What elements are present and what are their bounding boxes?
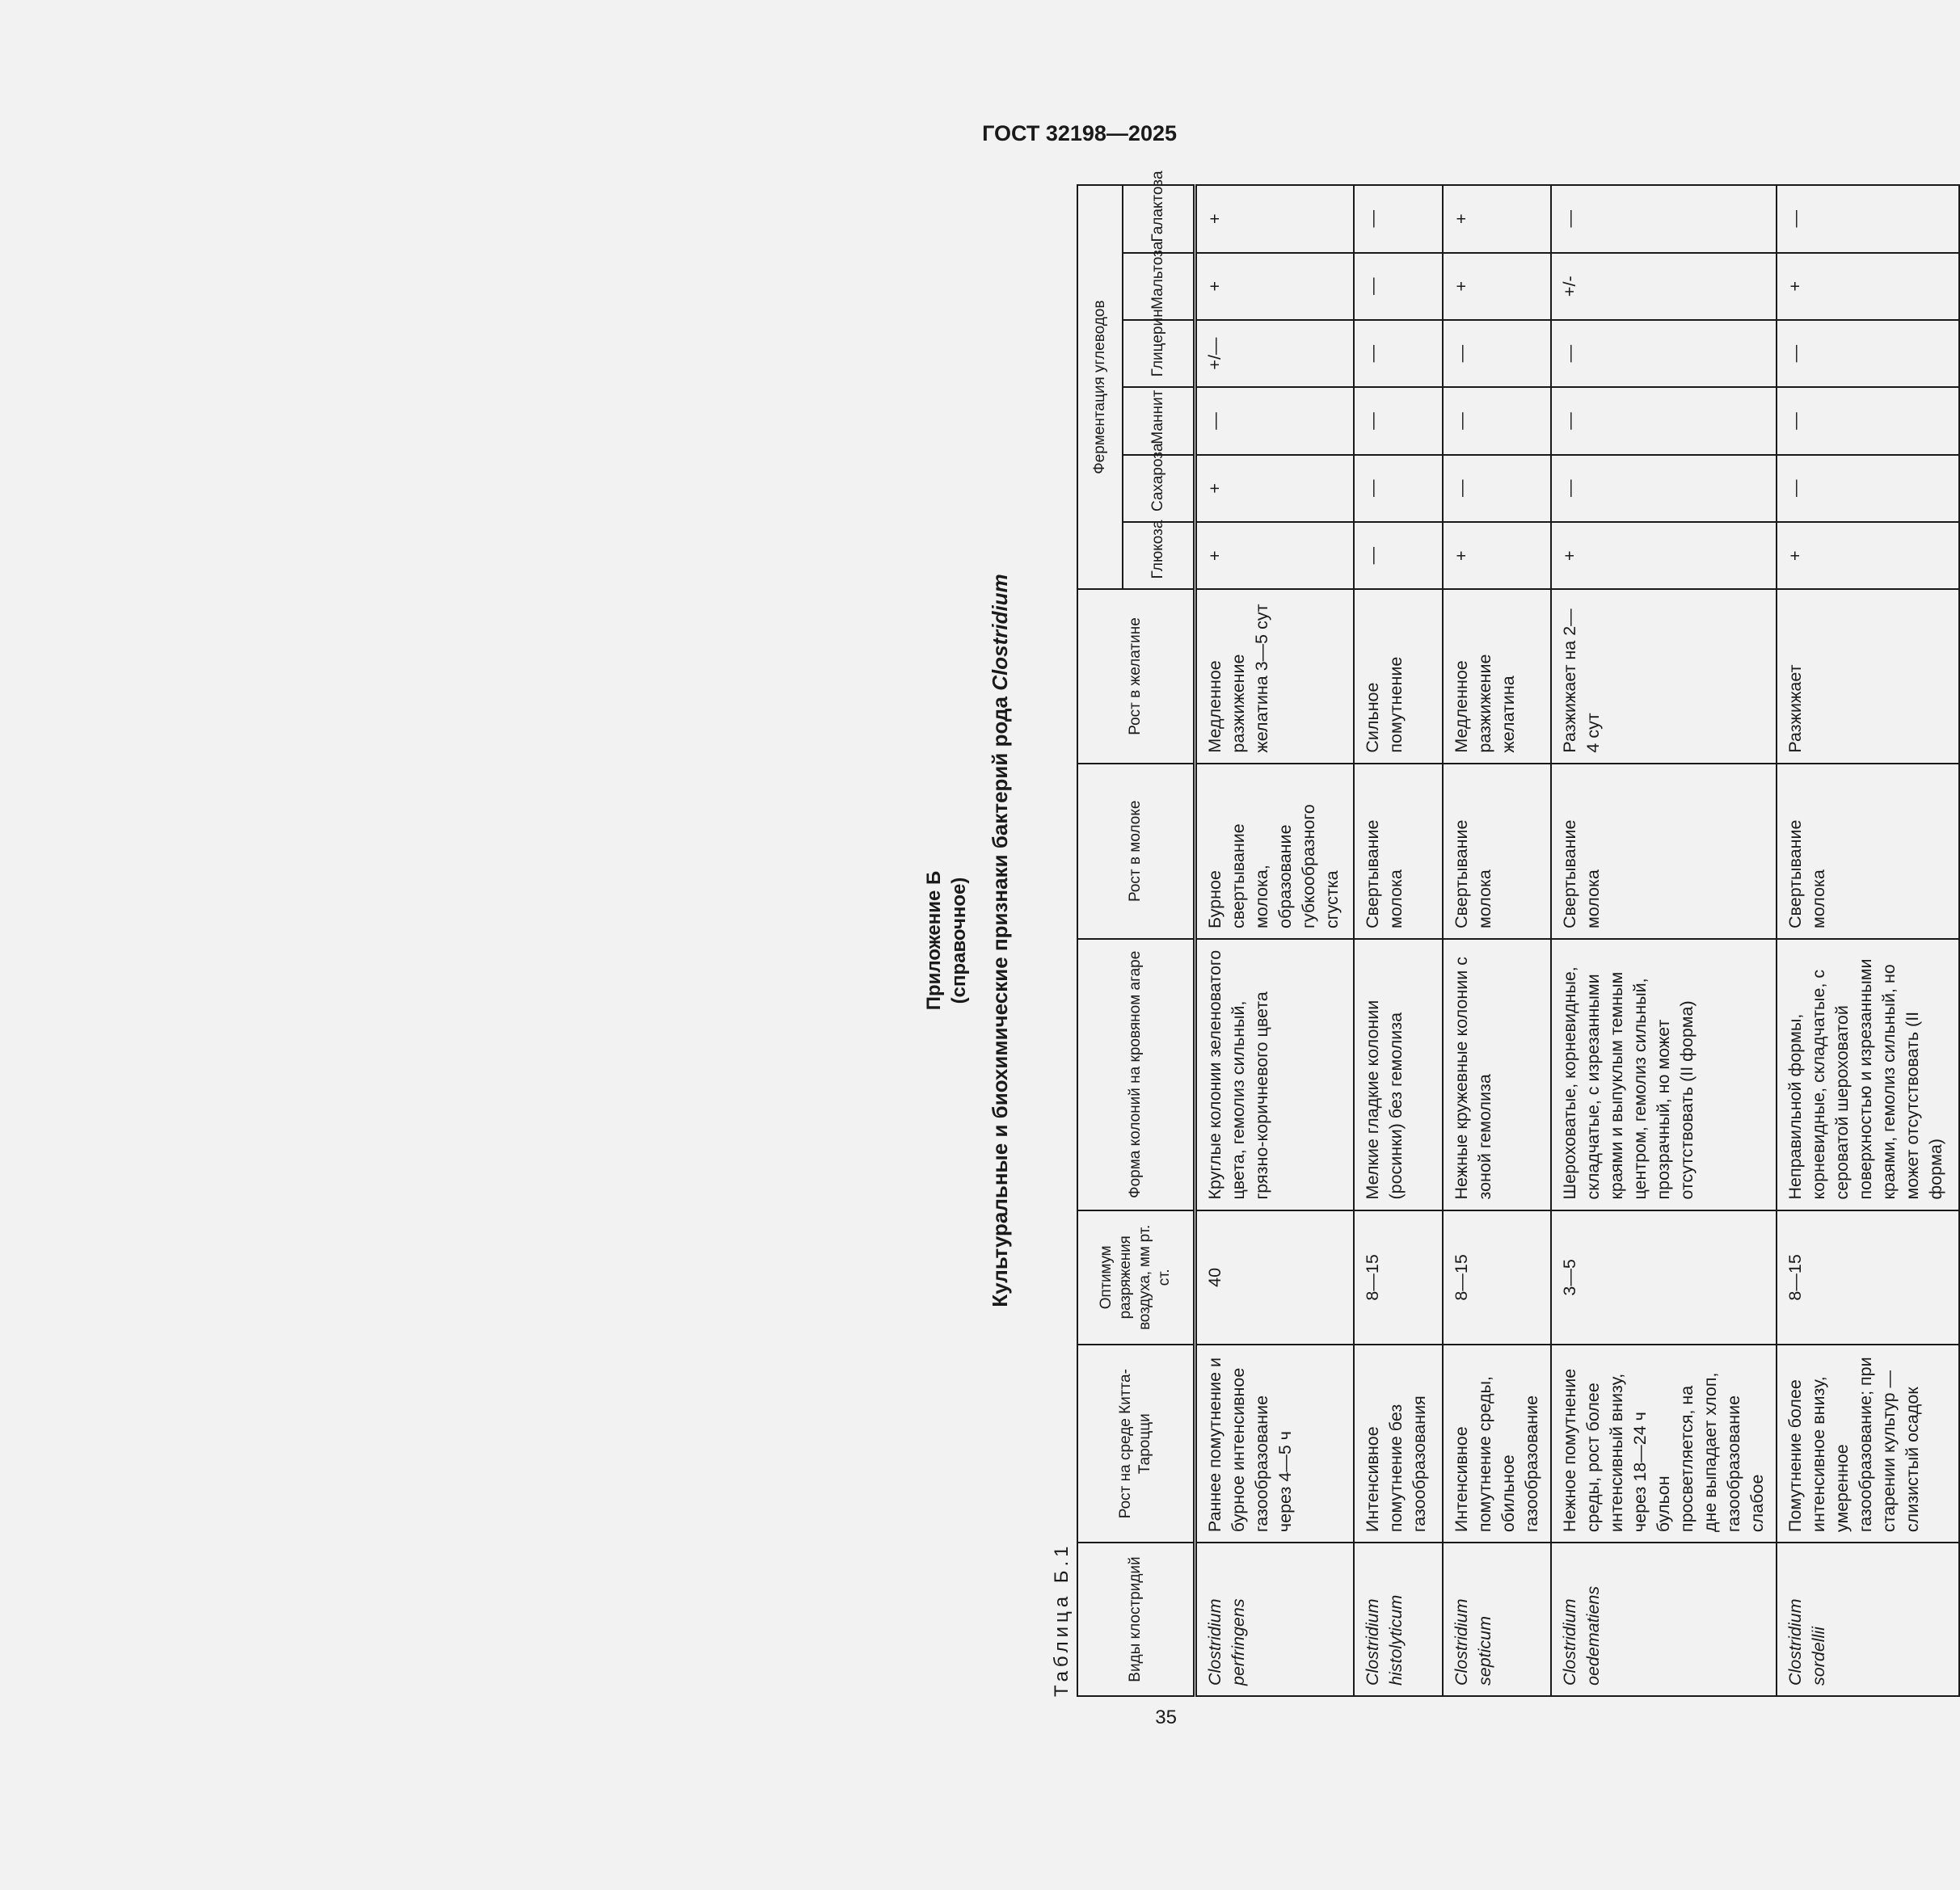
table-row — [1777, 185, 1959, 1696]
cell-sugar: — — [1354, 522, 1443, 589]
table-caption — [988, 184, 1013, 1697]
cell-colony: Неправильной формы, корневидные, складчатые, с сероватой шероховатой поверхностью и изрезанными краями, гемолиз сильный, но может отсутствовать (II форма) — [1777, 939, 1959, 1210]
cell-sugar: — — [1777, 387, 1959, 454]
table-row — [1551, 185, 1777, 1696]
cell-kitt: Раннее помутнение и бурное интенсивное газообразование через 4—5 ч — [1195, 1345, 1354, 1543]
cell-species: Clostridium perfringens — [1195, 1543, 1354, 1696]
appendix-heading — [921, 184, 972, 1697]
table-label: Таблица Б.1 — [1051, 1542, 1073, 1697]
appendix-subtitle: (справочное) — [948, 877, 970, 1004]
cell-milk: Свертывание молока — [1354, 764, 1443, 939]
cell-vacuum: 3—5 — [1551, 1210, 1777, 1345]
cell-colony: Мелкие гладкие колонии (росинки) без гемолиза — [1354, 939, 1443, 1210]
cell-vacuum: 8—15 — [1777, 1210, 1959, 1345]
caption-genus: Clostridium — [988, 574, 1012, 691]
cell-sugar: — — [1195, 387, 1354, 454]
table-row — [1195, 185, 1354, 1696]
cell-vacuum: 8—15 — [1443, 1210, 1551, 1345]
col-sugar-mannitol: Маннит — [1123, 387, 1195, 454]
page-number: 35 — [1155, 1707, 1177, 1728]
cell-colony: Нежные кружевные колонии с зоной гемолиза — [1443, 939, 1551, 1210]
cell-sugar: — — [1443, 455, 1551, 522]
col-gelatin: Рост в желатине — [1077, 589, 1195, 763]
cell-sugar: + — [1443, 522, 1551, 589]
col-species: Виды клостридий — [1077, 1543, 1195, 1696]
cell-gelatin: Разжижает — [1777, 589, 1959, 763]
cell-sugar: + — [1195, 253, 1354, 320]
cell-sugar: — — [1551, 185, 1777, 253]
cell-gelatin: Медленное разжижение желатина — [1443, 589, 1551, 763]
cell-sugar: +/- — [1551, 253, 1777, 320]
caption-text: Культуральные и биохимические признаки бактерий рода — [988, 690, 1012, 1307]
cell-species: Clostridium oedematiens — [1551, 1543, 1777, 1696]
cell-sugar: + — [1195, 455, 1354, 522]
cell-colony: Круглые колонии зеленоватого цвета, гемолиз сильный, грязно-коричневого цвета — [1195, 939, 1354, 1210]
cell-sugar: — — [1354, 387, 1443, 454]
cell-sugar: + — [1777, 522, 1959, 589]
cell-sugar: — — [1551, 387, 1777, 454]
cell-species: Clostridium histolyticum — [1354, 1543, 1443, 1696]
cell-kitt: Интенсивное помутнение среды, обильное газообразование — [1443, 1345, 1551, 1543]
cell-sugar: + — [1443, 185, 1551, 253]
table-row — [1443, 185, 1551, 1696]
clostridium-table — [1077, 170, 1960, 1697]
document-code: ГОСТ 32198—2025 — [982, 121, 1177, 145]
cell-gelatin: Сильное помутнение — [1354, 589, 1443, 763]
cell-kitt: Помутнение более интенсивное внизу, умеренное газообразование; при старении культур — слизистый осадок — [1777, 1345, 1959, 1543]
cell-vacuum: 40 — [1195, 1210, 1354, 1345]
cell-sugar: — — [1354, 455, 1443, 522]
cell-vacuum: 8—15 — [1354, 1210, 1443, 1345]
col-colony: Форма колоний на кровяном агаре — [1077, 939, 1195, 1210]
cell-sugar: — — [1354, 253, 1443, 320]
cell-milk: Свертывание молока — [1551, 764, 1777, 939]
cell-species: Clostridium septicum — [1443, 1543, 1551, 1696]
cell-sugar: + — [1443, 253, 1551, 320]
cell-sugar: — — [1777, 455, 1959, 522]
cell-gelatin: Разжижает на 2—4 сут — [1551, 589, 1777, 763]
cell-sugar: — — [1443, 387, 1551, 454]
rotated-landscape-block — [907, 170, 1945, 1697]
cell-sugar: — — [1551, 455, 1777, 522]
cell-sugar: — — [1354, 185, 1443, 253]
cell-sugar: — — [1551, 320, 1777, 387]
cell-kitt: Нежное помутнение среды, рост более интенсивный внизу, через 18—24 ч бульон просветляется, на дне выпадает хлоп, газообразование слабое — [1551, 1345, 1777, 1543]
cell-sugar: — — [1443, 320, 1551, 387]
cell-sugar: + — [1777, 253, 1959, 320]
cell-milk: Свертывание молока — [1443, 764, 1551, 939]
cell-colony: Шероховатые, корневидные, складчатые, с изрезанными краями и выпуклым темным центром, гемолиз сильный, прозрачный, но может отсутствовать (II форма) — [1551, 939, 1777, 1210]
cell-sugar: + — [1551, 522, 1777, 589]
table-row — [1354, 185, 1443, 1696]
col-sugar-maltose: Мальтоза — [1123, 253, 1195, 320]
appendix-title: Приложение Б — [923, 870, 945, 1011]
col-sugar-galactose: Галактоза — [1123, 185, 1195, 253]
col-milk: Рост в молоке — [1077, 764, 1195, 939]
col-fermentation: Ферментация углеводов — [1077, 185, 1123, 589]
col-vacuum: Оптимум разряжения воздуха, мм рт. ст. — [1077, 1210, 1195, 1345]
cell-sugar: — — [1777, 320, 1959, 387]
cell-sugar: +/— — [1195, 320, 1354, 387]
cell-gelatin: Медленное разжижение желатина 3—5 сут — [1195, 589, 1354, 763]
col-sugar-glucose: Глюкоза — [1123, 522, 1195, 589]
col-kitt: Рост на среде Китта-Тароцци — [1077, 1345, 1195, 1543]
cell-milk: Бурное свертывание молока, образование губкообразного сгустка — [1195, 764, 1354, 939]
cell-milk: Свертывание молока — [1777, 764, 1959, 939]
cell-sugar: + — [1195, 522, 1354, 589]
cell-sugar: — — [1777, 185, 1959, 253]
cell-sugar: + — [1195, 185, 1354, 253]
cell-kitt: Интенсивное помутнение без газообразования — [1354, 1345, 1443, 1543]
col-sugar-glycerol: Глицерин — [1123, 320, 1195, 387]
cell-sugar: — — [1354, 320, 1443, 387]
col-sugar-sucrose: Сахароза — [1123, 455, 1195, 522]
cell-species: Clostridium sordellii — [1777, 1543, 1959, 1696]
